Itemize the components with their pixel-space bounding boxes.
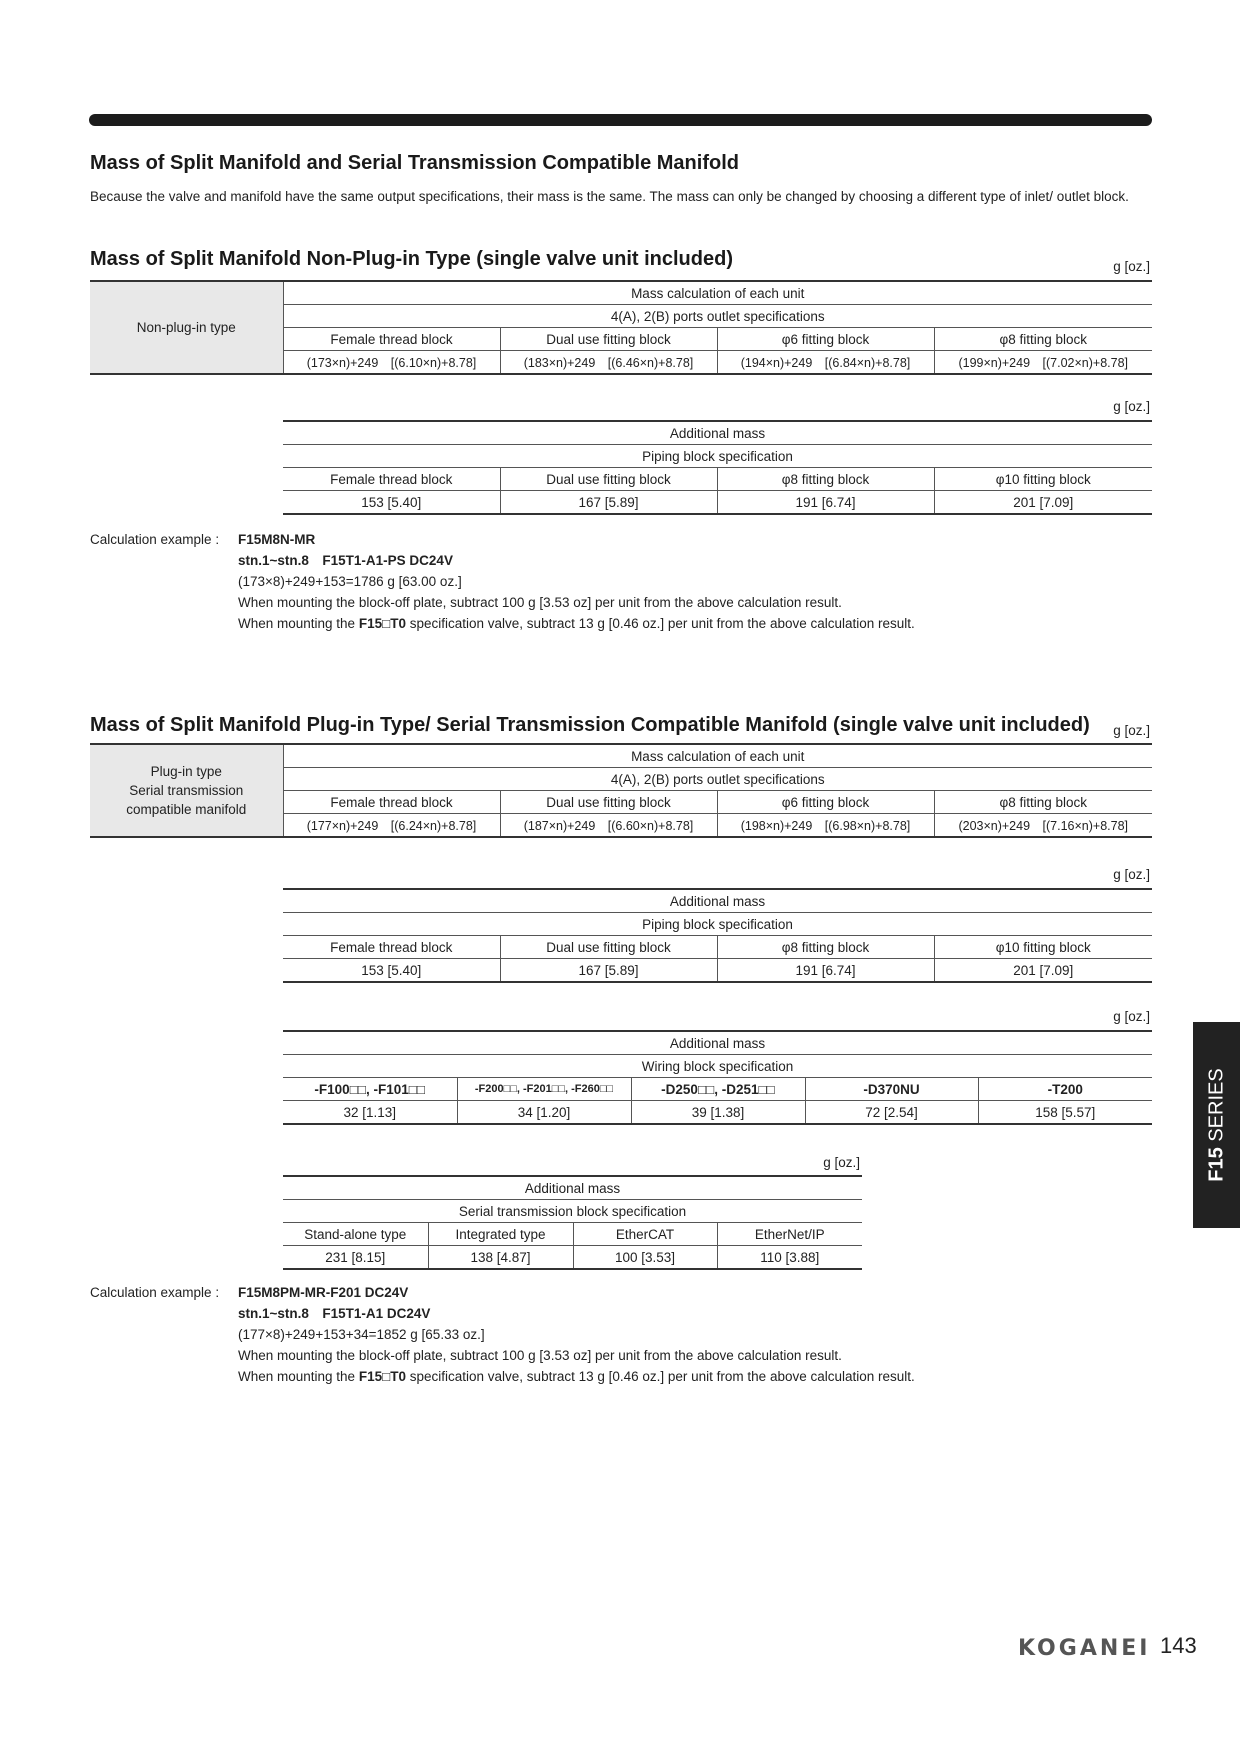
- table-subheader: 4(A), 2(B) ports outlet specifications: [283, 305, 1152, 328]
- table-header: Additional mass: [669, 1035, 766, 1051]
- column-header: Integrated type: [428, 1223, 573, 1246]
- column-header: φ8 fitting block: [934, 791, 1152, 814]
- calc-formula: (177×8)+249+153+34=1852 g [65.33 oz.]: [238, 1327, 485, 1342]
- unit-label: g [oz.]: [1113, 259, 1150, 274]
- calc-model: F15M8PM-MR-F201 DC24V: [238, 1285, 409, 1300]
- table-subheader: Wiring block specification: [283, 1055, 1152, 1078]
- table-header: Additional mass: [669, 425, 766, 441]
- column-header: -D370NU: [805, 1078, 978, 1101]
- table-subheader: Piping block specification: [283, 445, 1152, 468]
- value-cell: 201 [7.09]: [934, 959, 1152, 983]
- series-side-tab: F15 SERIES: [1193, 1022, 1240, 1228]
- table-header: Mass calculation of each unit: [283, 744, 1152, 768]
- additional-mass-wiring-table: [283, 1030, 1152, 1125]
- column-header: Female thread block: [283, 791, 500, 814]
- column-header: EtherCAT: [573, 1223, 717, 1246]
- calc-stations: stn.1~stn.8 F15T1-A1-PS DC24V: [238, 553, 453, 568]
- table-subheader: 4(A), 2(B) ports outlet specifications: [283, 768, 1152, 791]
- table-header: Additional mass: [524, 1180, 621, 1196]
- calc-note: When mounting the block-off plate, subtract 100 g [3.53 oz] per unit from the above calculation result.: [238, 595, 842, 610]
- column-header: Stand-alone type: [283, 1223, 428, 1246]
- table-header: Mass calculation of each unit: [283, 281, 1152, 305]
- formula-cell: (173×n)+249 [(6.10×n)+8.78]: [283, 351, 500, 375]
- additional-mass-piping-table: [283, 888, 1152, 983]
- column-header: Dual use fitting block: [500, 328, 717, 351]
- value-cell: 39 [1.38]: [631, 1101, 805, 1125]
- column-header: φ8 fitting block: [717, 936, 934, 959]
- column-header: Dual use fitting block: [500, 791, 717, 814]
- value-cell: 158 [5.57]: [978, 1101, 1152, 1125]
- formula-cell: (187×n)+249 [(6.60×n)+8.78]: [500, 814, 717, 838]
- calc-label: Calculation example :: [90, 1285, 220, 1300]
- column-header: Female thread block: [283, 468, 500, 491]
- value-cell: 191 [6.74]: [717, 959, 934, 983]
- column-header: Dual use fitting block: [500, 936, 717, 959]
- calc-formula: (173×8)+249+153=1786 g [63.00 oz.]: [238, 574, 462, 589]
- formula-cell: (194×n)+249 [(6.84×n)+8.78]: [717, 351, 934, 375]
- column-header: -T200: [978, 1078, 1152, 1101]
- value-cell: 191 [6.74]: [717, 491, 934, 515]
- formula-cell: (199×n)+249 [(7.02×n)+8.78]: [934, 351, 1152, 375]
- additional-mass-piping-table: [283, 420, 1152, 515]
- value-cell: 231 [8.15]: [283, 1246, 428, 1270]
- formula-cell: (183×n)+249 [(6.46×n)+8.78]: [500, 351, 717, 375]
- unit-label: g [oz.]: [1113, 1009, 1150, 1024]
- calc-note: When mounting the F15□T0 specification valve, subtract 13 g [0.46 oz.] per unit from the above calculation result.: [238, 616, 915, 631]
- row-label: Plug-in type Serial transmission compatible manifold: [90, 744, 283, 837]
- column-header: φ10 fitting block: [934, 936, 1152, 959]
- value-cell: 110 [3.88]: [717, 1246, 862, 1270]
- mass-table-plug-in: [90, 743, 1152, 838]
- column-header: -F100□□, -F101□□: [283, 1078, 457, 1101]
- page-number: 143: [1160, 1633, 1197, 1658]
- section-title-non-plug-in: Mass of Split Manifold Non-Plug-in Type (single valve unit included): [90, 248, 733, 270]
- value-cell: 153 [5.40]: [283, 491, 500, 515]
- valve-model: F15□T0: [358, 616, 406, 631]
- calc-stations: stn.1~stn.8 F15T1-A1 DC24V: [238, 1306, 431, 1321]
- calc-label: Calculation example :: [90, 532, 220, 547]
- formula-cell: (177×n)+249 [(6.24×n)+8.78]: [283, 814, 500, 838]
- formula-cell: (198×n)+249 [(6.98×n)+8.78]: [717, 814, 934, 838]
- top-rule: [89, 114, 1152, 126]
- formula-cell: (203×n)+249 [(7.16×n)+8.78]: [934, 814, 1152, 838]
- table-header: Additional mass: [669, 893, 766, 909]
- column-header: -F200□□, -F201□□, -F260□□: [457, 1078, 631, 1101]
- table-subheader: Serial transmission block specification: [283, 1200, 862, 1223]
- table-subheader: Piping block specification: [283, 913, 1152, 936]
- value-cell: 201 [7.09]: [934, 491, 1152, 515]
- column-header: φ8 fitting block: [717, 468, 934, 491]
- value-cell: 167 [5.89]: [500, 491, 717, 515]
- column-header: -D250□□, -D251□□: [631, 1078, 805, 1101]
- page-title: Mass of Split Manifold and Serial Transmission Compatible Manifold: [90, 152, 739, 174]
- unit-label: g [oz.]: [823, 1155, 860, 1170]
- value-cell: 32 [1.13]: [283, 1101, 457, 1125]
- column-header: Female thread block: [283, 936, 500, 959]
- value-cell: 167 [5.89]: [500, 959, 717, 983]
- intro-text: Because the valve and manifold have the same output specifications, their mass is the same. The mass can only be changed by choosing a different type of inlet/ outlet block.: [90, 189, 1129, 204]
- unit-label: g [oz.]: [1113, 723, 1150, 738]
- value-cell: 138 [4.87]: [428, 1246, 573, 1270]
- column-header: EtherNet/IP: [717, 1223, 862, 1246]
- row-label: Non-plug-in type: [90, 281, 283, 374]
- unit-label: g [oz.]: [1113, 867, 1150, 882]
- value-cell: 34 [1.20]: [457, 1101, 631, 1125]
- column-header: φ10 fitting block: [934, 468, 1152, 491]
- calc-note: When mounting the block-off plate, subtract 100 g [3.53 oz] per unit from the above calculation result.: [238, 1348, 842, 1363]
- column-header: φ6 fitting block: [717, 791, 934, 814]
- column-header: Female thread block: [283, 328, 500, 351]
- value-cell: 72 [2.54]: [805, 1101, 978, 1125]
- section-title-plug-in: Mass of Split Manifold Plug-in Type/ Serial Transmission Compatible Manifold (single valve unit included): [90, 714, 1090, 736]
- additional-mass-serial-table: [283, 1175, 862, 1270]
- calc-model: F15M8N-MR: [238, 532, 316, 547]
- brand-logo: KOGANEI: [1018, 1636, 1151, 1661]
- valve-model: F15□T0: [358, 1369, 406, 1384]
- column-header: Dual use fitting block: [500, 468, 717, 491]
- calc-note: When mounting the F15□T0 specification valve, subtract 13 g [0.46 oz.] per unit from the above calculation result.: [238, 1369, 915, 1384]
- mass-table-non-plug-in: [90, 280, 1152, 375]
- column-header: φ8 fitting block: [934, 328, 1152, 351]
- unit-label: g [oz.]: [1113, 399, 1150, 414]
- value-cell: 153 [5.40]: [283, 959, 500, 983]
- column-header: φ6 fitting block: [717, 328, 934, 351]
- value-cell: 100 [3.53]: [573, 1246, 717, 1270]
